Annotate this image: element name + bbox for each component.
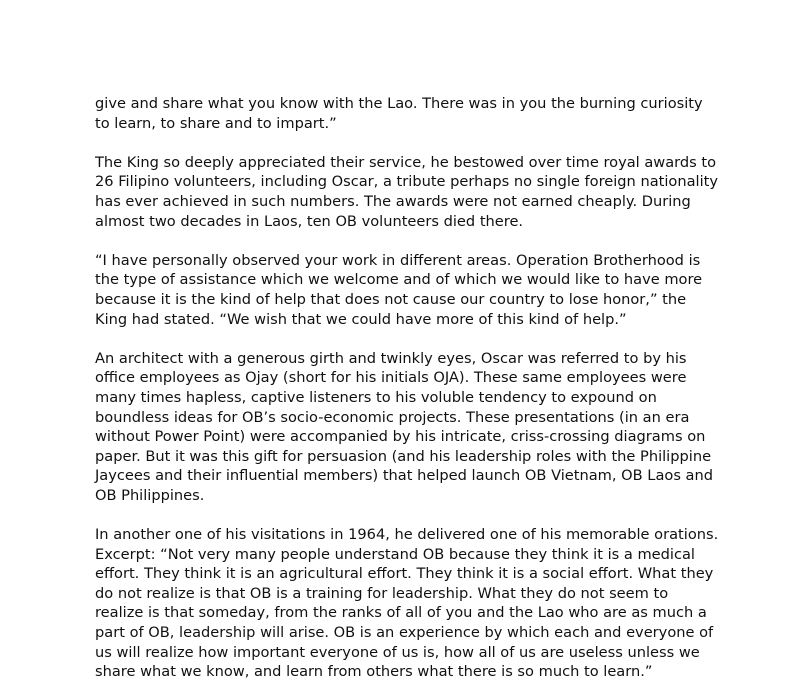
paragraph-lao-sharing: give and share what you know with the Lao. There was in you the burning curiosity to learn, to share and to impart.” <box>95 95 703 132</box>
paragraph-1964-oration: In another one of his visitations in 1964, he delivered one of his memorable orations. Excerpt: “Not very many people understand OB because they think it is a medical effort. They think it is an agricultural effort. They think it is a social effort. What they do not realize is that OB is a training for leadership. What they do not seem to realize is that someday, from the ranks of all of you and the Lao who are as much a part of OB, leadership will arise. OB is an experience by which each and everyone of us will realize how important everyone of us is, how all of us are useless unless we share what we know, and learn from others what there is so much to learn.” <box>95 526 719 681</box>
paragraph-royal-awards: The King so deeply appreciated their service, he bestowed over time royal awards to 26 Filipino volunteers, including Oscar, a tribute perhaps no single foreign nationality has ever achieved in such numbers. The awards were not earned cheaply. During almost two decades in Laos, ten OB volunteers died there. <box>95 153 718 230</box>
document-page <box>95 94 720 682</box>
paragraph-oscar-architect: An architect with a generous girth and twinkly eyes, Oscar was referred to by his office employees as Ojay (short for his initials OJA). These same employees were many times hapless, captive listeners to his voluble tendency to expound on boundless ideas for OB’s socio-economic projects. These presentations (in an era without Power Point) were accompanied by his intricate, criss-crossing diagrams on paper. But it was this gift for persuasion (and his leadership roles with the Philippine Jaycees and their influential members) that helped launch OB Vietnam, OB Laos and OB Philippines. <box>95 349 714 504</box>
paragraph-king-quote: “I have personally observed your work in different areas. Operation Brotherhood is the type of assistance which we welcome and of which we would like to have more because it is the kind of help that does not cause our country to lose honor,” the King had stated. “We wish that we could have more of this kind of help.” <box>95 251 703 328</box>
